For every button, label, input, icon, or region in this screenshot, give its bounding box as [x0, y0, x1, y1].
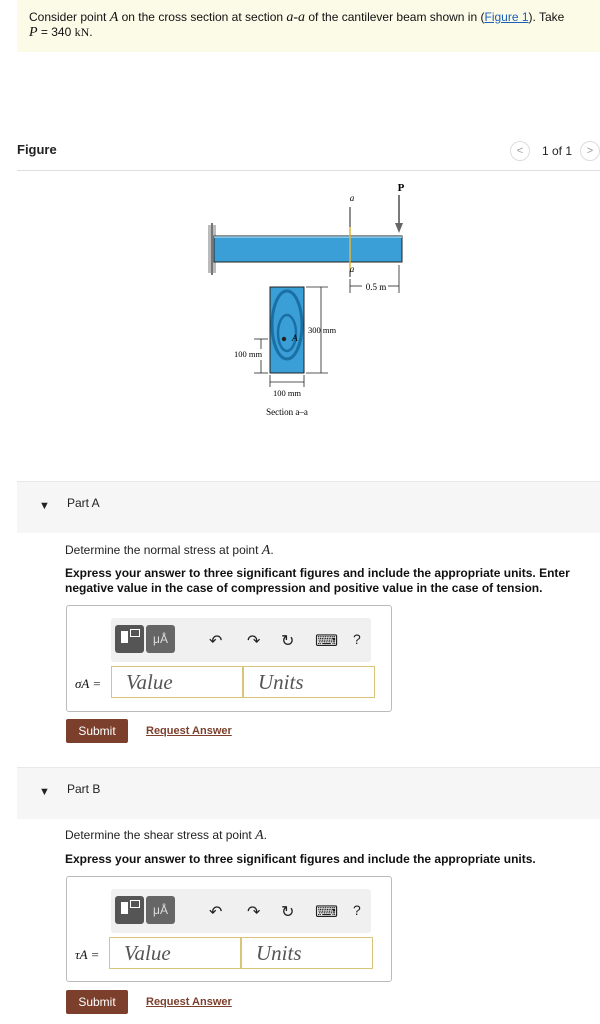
- templates-button[interactable]: [115, 625, 144, 653]
- template-icon-right: [130, 900, 140, 908]
- load-arrowhead: [395, 223, 403, 233]
- math-toolbar: [111, 618, 371, 662]
- problem-text: Consider point A on the cross section at section a-a of the cantilever beam shown in (Figure 1). Take P = 340 kN.: [29, 10, 565, 40]
- figure-link[interactable]: Figure 1: [484, 10, 529, 24]
- symbols-button[interactable]: μÅ: [146, 896, 175, 924]
- tau-a-symbol: τA =: [75, 947, 100, 962]
- section-caption: Section a–a: [266, 407, 308, 417]
- figure-divider: [17, 170, 600, 171]
- part-b-question: Determine the shear stress at point A.: [65, 828, 267, 843]
- help-icon[interactable]: ?: [353, 631, 361, 647]
- keyboard-icon[interactable]: ⌨: [315, 904, 339, 921]
- keyboard-icon[interactable]: ⌨: [315, 633, 339, 650]
- part-a-instructions: Express your answer to three significant figures and include the appropriate units. Enter negative value in the case of compression and positive value in the case of tension.: [65, 566, 570, 595]
- section-label-bottom: a: [349, 264, 355, 274]
- offset-label: 100 mm: [234, 349, 263, 359]
- part-a-answer-box: [66, 605, 392, 712]
- part-a-question: Determine the normal stress at point A.: [65, 543, 274, 558]
- undo-icon[interactable]: ↶: [209, 904, 223, 921]
- help-icon[interactable]: ?: [353, 902, 361, 918]
- redo-icon[interactable]: ↷: [247, 633, 261, 650]
- part-b-instructions: Express your answer to three significant figures and include the appropriate units.: [65, 852, 536, 866]
- symbols-button[interactable]: μÅ: [146, 625, 175, 653]
- redo-icon[interactable]: ↷: [247, 904, 261, 921]
- part-b-submit-button[interactable]: Submit: [66, 990, 128, 1014]
- section-label-top: a: [349, 193, 355, 203]
- problem-statement: [17, 0, 600, 52]
- figure-page-count: 1 of 1: [541, 144, 572, 158]
- width-label: 100 mm: [272, 388, 302, 398]
- span-label: 0.5 m: [365, 282, 387, 292]
- part-a-submit-button[interactable]: Submit: [66, 719, 128, 743]
- part-a-units-input[interactable]: Units: [243, 666, 375, 698]
- part-b-header[interactable]: [17, 767, 600, 819]
- part-a-label: Part A: [67, 496, 100, 510]
- template-icon-right: [130, 629, 140, 637]
- figure-title: Figure: [17, 142, 57, 157]
- undo-icon[interactable]: ↶: [209, 633, 223, 650]
- templates-button[interactable]: [115, 896, 144, 924]
- prev-figure-button[interactable]: <: [510, 141, 530, 161]
- template-icon-left: [121, 902, 128, 914]
- part-b-answer-box: [66, 876, 392, 982]
- collapse-icon[interactable]: ▼: [39, 786, 50, 798]
- next-figure-button[interactable]: >: [580, 141, 600, 161]
- beam: [214, 236, 402, 262]
- collapse-icon[interactable]: ▼: [39, 500, 50, 512]
- sigma-a-symbol: σA =: [75, 676, 102, 691]
- part-b-value-input[interactable]: Value: [109, 937, 241, 969]
- cantilever-beam-diagram: [0, 175, 600, 425]
- reset-icon[interactable]: ↻: [281, 904, 295, 921]
- part-a-request-answer-link[interactable]: Request Answer: [146, 725, 232, 737]
- height-label: 300 mm: [308, 325, 337, 335]
- load-label: P: [397, 182, 405, 194]
- part-b-units-input[interactable]: Units: [241, 937, 373, 969]
- part-b-label: Part B: [67, 782, 101, 796]
- math-toolbar: [111, 889, 371, 933]
- part-b-request-answer-link[interactable]: Request Answer: [146, 996, 232, 1008]
- reset-icon[interactable]: ↻: [281, 633, 295, 650]
- point-a-marker: [282, 337, 286, 341]
- point-a-label: A: [292, 333, 298, 343]
- part-a-value-input[interactable]: Value: [111, 666, 243, 698]
- part-a-header[interactable]: [17, 481, 600, 533]
- template-icon-left: [121, 631, 128, 643]
- figure-pager: [510, 141, 600, 161]
